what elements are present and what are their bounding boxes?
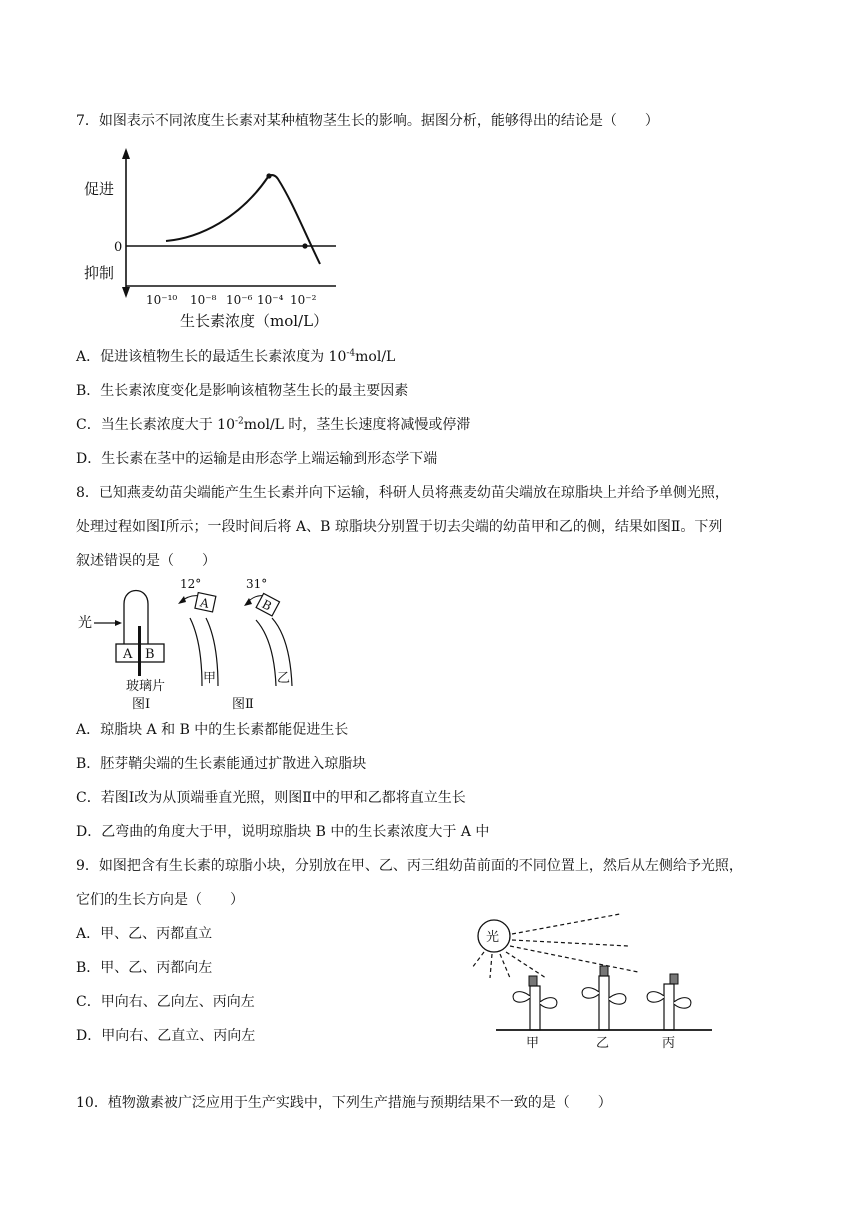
q8-stem-line-3: 叙述错误的是（ ）	[76, 553, 216, 569]
growth-curve	[166, 175, 320, 264]
glass-plate	[138, 626, 141, 676]
seedling-2-block-label: B	[259, 597, 275, 614]
fig2-label: 图Ⅱ	[232, 697, 254, 712]
seedling-yi	[582, 966, 626, 1030]
seedling-label-yi: 乙	[596, 1036, 610, 1051]
tick-label-1e-8: 10⁻⁸	[190, 293, 217, 307]
glass-label: 玻璃片	[126, 679, 166, 694]
q9-option-a: A．甲、乙、丙都直立	[76, 926, 213, 942]
q8-option-b: B．胚芽鞘尖端的生长素能通过扩散进入琼脂块	[76, 756, 367, 772]
y-axis-arrow-down	[122, 287, 130, 298]
q7-option-d: D．生长素在茎中的运输是由形态学上端运输到形态学下端	[76, 451, 438, 467]
q8-option-d: D．乙弯曲的角度大于甲，说明琼脂块 B 中的生长素浓度大于 A 中	[76, 824, 490, 840]
seedling-label-jia: 甲	[526, 1036, 540, 1051]
seedling-label-bing: 丙	[662, 1036, 676, 1051]
seedling-2-left-edge	[256, 620, 276, 686]
q7-growth-curve-graph	[80, 146, 350, 336]
q7-option-a: A．促进该植物生长的最适生长素浓度为 $10^{-4}mol/L$	[76, 348, 396, 365]
label-promote: 促进	[84, 180, 115, 198]
tick-label-1e-10: 10⁻¹⁰	[146, 293, 178, 307]
q9-option-c: C．甲向右、乙向左、丙向左	[76, 994, 255, 1010]
light-label: 光	[486, 930, 500, 945]
q8-stem-line-1: 8．已知燕麦幼苗尖端能产生生长素并向下运输，科研人员将燕麦幼苗尖端放在琼脂块上并给予单侧光照，	[76, 485, 729, 501]
x-axis-label: 生长素浓度（mol/L）	[180, 312, 329, 330]
tick-label-1e-2: 10⁻²	[290, 293, 317, 307]
label-zero: 0	[114, 240, 123, 255]
q8-option-a: A．琼脂块 A 和 B 中的生长素都能促进生长	[76, 722, 349, 738]
seedling-bing	[647, 974, 691, 1030]
block-a-label: A	[123, 647, 133, 662]
q9-stem-line-1: 9．如图把含有生长素的琼脂小块，分别放在甲、乙、丙三组幼苗前面的不同位置上，然后从左侧给予光照，	[76, 858, 743, 874]
tick-label-1e-6: 10⁻⁶	[226, 293, 253, 307]
angle-b-label: 31°	[246, 577, 268, 591]
curve-zero-crossing-point	[302, 243, 307, 248]
coleoptile-tip	[124, 591, 148, 645]
q7-stem: 7．如图表示不同浓度生长素对某种植物茎生长的影响。据图分析，能够得出的结论是（ ）	[76, 113, 659, 129]
q9-option-d: D．甲向右、乙直立、丙向左	[76, 1028, 256, 1044]
q8-stem-line-2: 处理过程如图Ⅰ所示；一段时间后将 A、B 琼脂块分别置于切去尖端的幼苗甲和乙的侧，结果如图Ⅱ。下列	[76, 519, 723, 535]
q7-option-c: C．当生长素浓度大于 $10^{-2}mol/L$ 时，茎生长速度将减慢或停滞	[76, 416, 471, 433]
label-light: 光	[78, 615, 92, 631]
angle-a-label: 12°	[180, 577, 202, 591]
y-axis-arrow-up	[122, 148, 130, 159]
q8-option-c: C．若图Ⅰ改为从顶端垂直光照，则图Ⅱ中的甲和乙都将直立生长	[76, 790, 466, 806]
q10-stem: 10．植物激素被广泛应用于生产实践中，下列生产措施与预期结果不一致的是（ ）	[76, 1095, 612, 1111]
q9-stem-line-2: 它们的生长方向是（ ）	[76, 892, 244, 908]
seedling-1-block-label: A	[198, 595, 211, 611]
q9-option-b: B．甲、乙、丙都向左	[76, 960, 213, 976]
seedling-1-left-edge	[190, 618, 202, 686]
seedling-2-label: 乙	[277, 671, 291, 686]
curve-peak-point	[266, 173, 271, 178]
q7-option-b: B．生长素浓度变化是影响该植物茎生长的最主要因素	[76, 383, 409, 399]
label-inhibit: 抑制	[84, 264, 115, 282]
seedling-1-label: 甲	[203, 671, 217, 686]
q8-seedling-figure	[76, 574, 306, 714]
seedling-jia	[513, 976, 557, 1030]
tick-label-1e-4: 10⁻⁴	[257, 293, 284, 307]
q9-light-seedlings-figure	[466, 912, 716, 1052]
block-b-label: B	[145, 647, 155, 662]
fig1-label: 图Ⅰ	[132, 697, 151, 712]
